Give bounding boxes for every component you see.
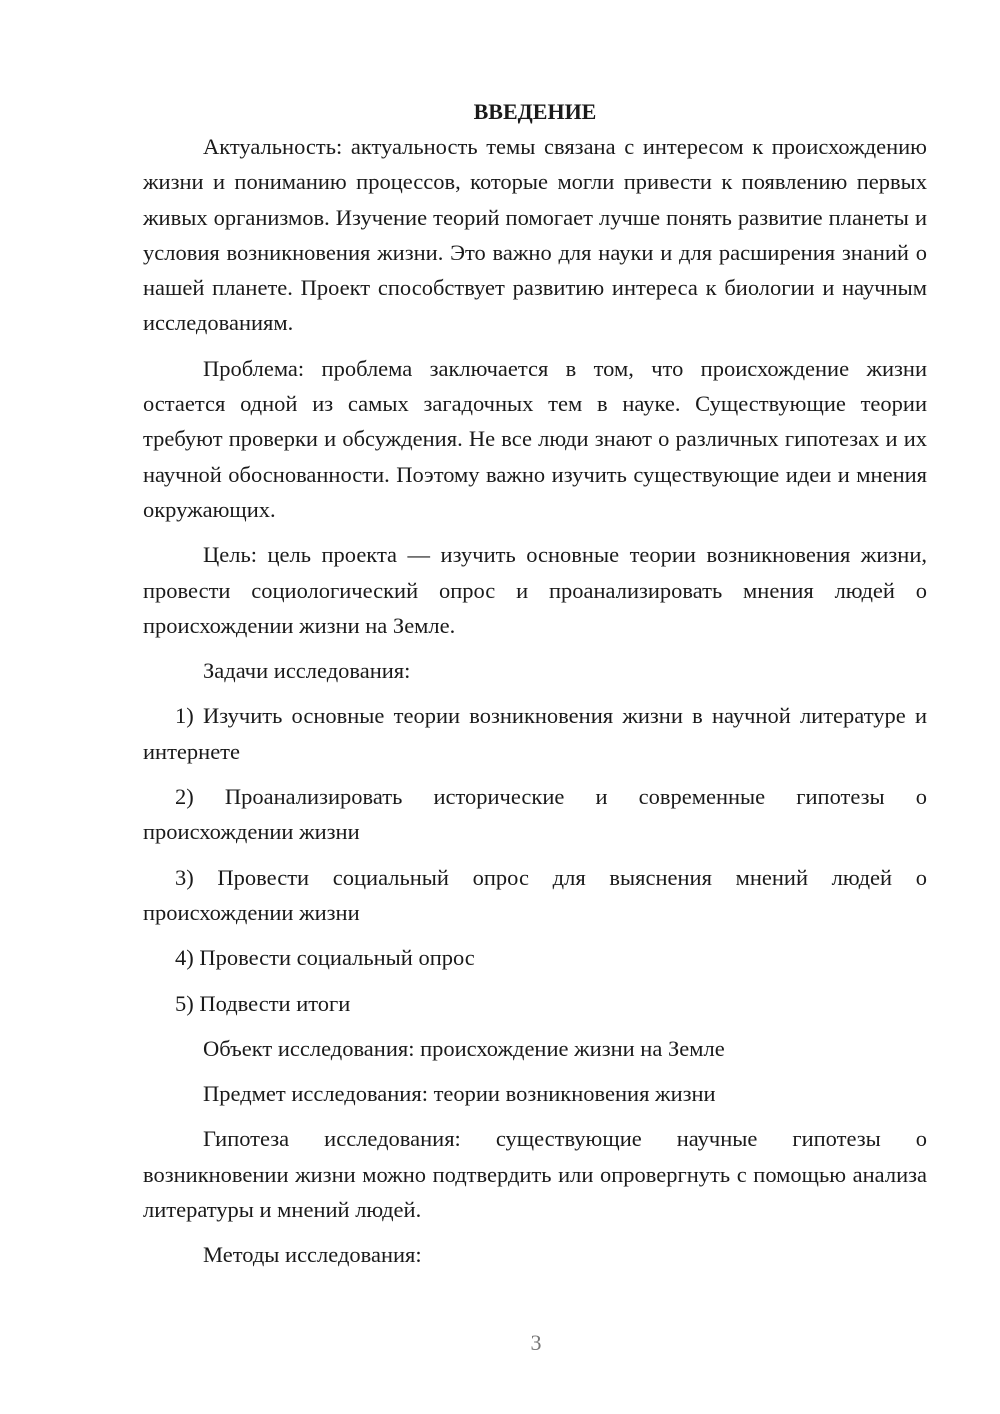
tasks-heading: Задачи исследования: bbox=[203, 658, 411, 684]
task-item-4: 4) Провести социальный опрос bbox=[175, 945, 475, 971]
task-item-5: 5) Подвести итоги bbox=[175, 990, 351, 1016]
goal-paragraph: Цель: цель проекта — изучить основные теории возникновения жизни, провести социологический опрос и проанализировать мнения людей о происхождении жизни на Земле. bbox=[143, 542, 927, 638]
page-number: 3 bbox=[530, 1330, 542, 1355]
task-item-1: 1) Изучить основные теории возникновения жизни в научной литературе и интернете bbox=[143, 703, 927, 764]
task-item-3: 3) Провести социальный опрос для выяснения мнений людей о происхождении жизни bbox=[143, 864, 927, 925]
object-paragraph: Объект исследования: происхождение жизни на Земле bbox=[203, 1035, 725, 1061]
problem-paragraph: Проблема: проблема заключается в том, что происхождение жизни остается одной из самых загадочных тем в науке. Существующие теории требуют проверки и обсуждения. Не все люди знают о различных гипотезах и их научной обоснованности. Поэтому важно изучить существующие идеи и мнения окружающих. bbox=[143, 355, 927, 522]
relevance-paragraph: Актуальность: актуальность темы связана с интересом к происхождению жизни и пониманию процессов, которые могли привести к появлению первых живых организмов. Изучение теорий помогает лучше понять развитие планеты и условия возникновения жизни. Это важно для науки и для расширения знаний о нашей планете. Проект способствует развитию интереса к биологии и научным исследованиям. bbox=[143, 134, 927, 336]
task-item-2: 2) Проанализировать исторические и современные гипотезы о происхождении жизни bbox=[143, 784, 927, 845]
hypothesis-paragraph: Гипотеза исследования: существующие научные гипотезы о возникновении жизни можно подтвердить или опровергнуть с помощью анализа литературы и мнений людей. bbox=[143, 1126, 927, 1223]
page-content bbox=[143, 94, 927, 1273]
subject-paragraph: Предмет исследования: теории возникновения жизни bbox=[203, 1081, 716, 1107]
methods-heading: Методы исследования: bbox=[203, 1242, 422, 1268]
section-title: ВВЕДЕНИЕ bbox=[473, 99, 597, 124]
